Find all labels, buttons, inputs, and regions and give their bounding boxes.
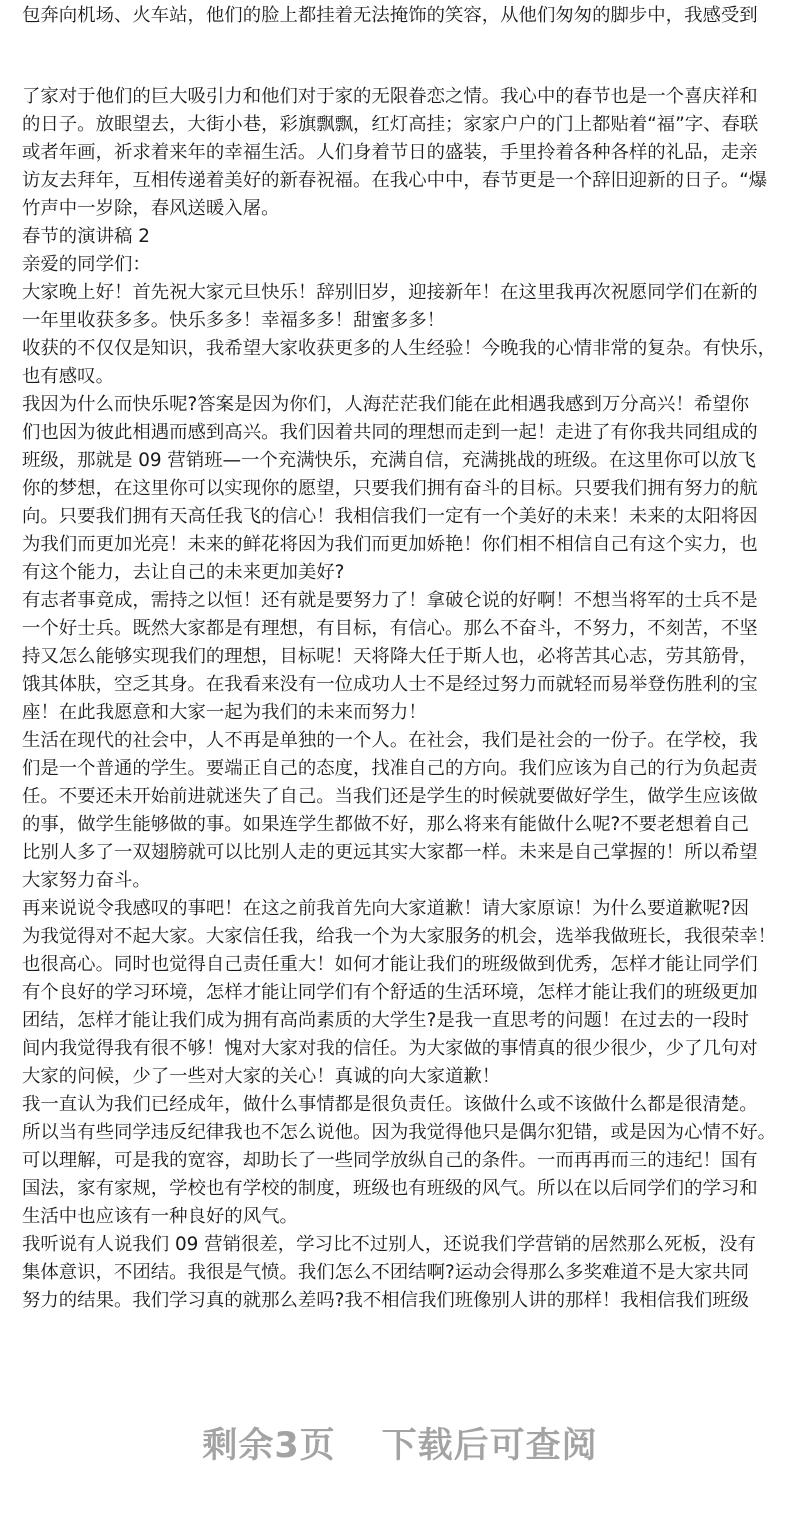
- text-line: 或者年画，祈求着来年的幸福生活。人们身着节日的盛装，手里拎着各种各样的礼品，走亲: [22, 142, 758, 163]
- text-line: 们是一个普通的学生。要端正自己的态度，找准自己的方向。我们应该为自己的行为负起责: [22, 758, 758, 779]
- text-line: 有志者事竟成，需持之以恒！还有就是要努力了！拿破仑说的好啊！不想当将军的士兵不是: [22, 590, 758, 611]
- text-line: 向。只要我们拥有天高任我飞的信心！我相信我们一定有一个美好的未来！未来的太阳将因: [22, 506, 758, 527]
- text-line: 有这个能力，去让自己的未来更加美好?: [22, 562, 345, 583]
- salutation: 亲爱的同学们：: [22, 254, 151, 275]
- text-line: 所以当有些同学违反纪律我也不怎么说他。因为我觉得他只是偶尔犯错，或是因为心情不好。: [22, 1122, 777, 1143]
- text-line: 也有感叹。: [22, 366, 114, 387]
- text-line: 大家努力奋斗。: [22, 870, 151, 891]
- text-line: 座！在此我愿意和大家一起为我们的未来而努力！: [22, 702, 427, 723]
- text-line: 为我觉得对不起大家。大家信任我，给我一个为大家服务的机会，选举我做班长，我很荣幸！: [22, 926, 777, 947]
- text-line: 的日子。放眼望去，大街小巷，彩旗飘飘，红灯高挂；家家户户的门上都贴着“福”字、春联: [22, 114, 759, 135]
- text-line: 国法，家有家规，学校也有学校的制度，班级也有班级的风气。所以在以后同学们的学习和: [22, 1178, 758, 1199]
- text-line: 比别人多了一双翅膀就可以比别人走的更远其实大家都一样。未来是自己掌握的！所以希望: [22, 842, 758, 863]
- text-line: 有个良好的学习环境，怎样才能让同学们有个舒适的生活环境，怎样才能让我们的班级更加: [22, 982, 758, 1003]
- text-line: 一个好士兵。既然大家都是有理想，有目标，有信心。那么不奋斗，不努力，不刻苦，不坚: [22, 618, 758, 639]
- text-line: 集体意识，不团结。我很是气愤。我们怎么不团结啊?运动会得那么多奖难道不是大家共同: [22, 1262, 749, 1283]
- text-line: 的事，做学生能够做的事。如果连学生都做不好，那么将来有能做什么呢?不要老想着自己: [22, 814, 749, 835]
- text-line: 饿其体肤，空乏其身。在我看来没有一位成功人士不是经过努力而就轻而易举登伤胜利的宝: [22, 674, 758, 695]
- download-prompt[interactable]: [0, 1418, 800, 1468]
- text-line: 再来说说令我感叹的事吧！在这之前我首先向大家道歉！请大家原谅！为什么要道歉呢?因: [22, 898, 749, 919]
- text-line: 为我们而更加光亮！未来的鲜花将因为我们而更加娇艳！你们相不相信自己有这个实力，也: [22, 534, 758, 555]
- text-line: 了家对于他们的巨大吸引力和他们对于家的无限眷恋之情。我心中的春节也是一个喜庆祥和: [22, 86, 758, 107]
- text-line: 我一直认为我们已经成年，做什么事情都是很负责任。该做什么或不该做什么都是很清楚。: [22, 1094, 758, 1115]
- text-line: 大家的问候，少了一些对大家的关心！真诚的向大家道歉！: [22, 1066, 501, 1087]
- text-line: 们也因为彼此相遇而感到高兴。我们因着共同的理想而走到一起！走进了有你我共同组成的: [22, 422, 758, 443]
- text-line: 可以理解，可是我的宽容，却助长了一些同学放纵自己的条件。一而再再而三的违纪！国有: [22, 1150, 758, 1171]
- text-line: 生活中也应该有一种良好的风气。: [22, 1206, 298, 1227]
- text-line: 班级，那就是 09 营销班—一个充满快乐，充满自信，充满挑战的班级。在这里你可以放飞: [22, 450, 756, 471]
- text-line: 我听说有人说我们 09 营销很差，学习比不过别人，还说我们学营销的居然那么死板，没有: [22, 1234, 756, 1255]
- remaining-pages-label: 剩余3页: [202, 1426, 336, 1466]
- text-line: 间内我觉得我有很不够！愧对大家对我的信任。为大家做的事情真的很少很少，少了几句对: [22, 1038, 758, 1059]
- text-line: 努力的结果。我们学习真的就那么差吗?我不相信我们班像别人讲的那样！我相信我们班级: [22, 1290, 749, 1311]
- text-line: 你的梦想，在这里你可以实现你的愿望，只要我们拥有奋斗的目标。只要我们拥有努力的航: [22, 478, 758, 499]
- text-line: 访友去拜年，互相传递着美好的新春祝福。在我心中中，春节更是一个辞旧迎新的日子。“爆: [22, 170, 768, 191]
- text-line: 生活在现代的社会中，人不再是单独的一个人。在社会，我们是社会的一份子。在学校，我: [22, 730, 758, 751]
- text-line: 一年里收获多多。快乐多多！幸福多多！甜蜜多多！: [22, 310, 445, 331]
- text-line: 持又怎么能够实现我们的理想，目标呢！天将降大任于斯人也，必将苦其心志，劳其筋骨，: [22, 646, 758, 667]
- text-line: 团结，怎样才能让我们成为拥有高尚素质的大学生?是我一直思考的问题！在过去的一段时: [22, 1010, 749, 1031]
- section-heading: 春节的演讲稿 2: [22, 226, 150, 247]
- text-line: 我因为什么而快乐呢?答案是因为你们，人海茫茫我们能在此相遇我感到万分高兴！希望你: [22, 394, 749, 415]
- text-line: 大家晚上好！首先祝大家元旦快乐！辞别旧岁，迎接新年！在这里我再次祝愿同学们在新的: [22, 282, 758, 303]
- text-line: 也很高心。同时也觉得自己责任重大！如何才能让我们的班级做到优秀，怎样才能让同学们: [22, 954, 758, 975]
- text-line: 任。不要还未开始前进就迷失了自己。当我们还是学生的时候就要做好学生，做学生应该做: [22, 786, 758, 807]
- download-to-view-label: 下载后可查阅: [381, 1426, 598, 1466]
- text-line-top: 包奔向机场、火车站，他们的脸上都挂着无法掩饰的笑容，从他们匆匆的脚步中，我感受到: [22, 5, 758, 26]
- text-line: 竹声中一岁除，春风送暖入屠。: [22, 198, 280, 219]
- text-line: 收获的不仅仅是知识，我希望大家收获更多的人生经验！今晚我的心情非常的复杂。有快乐，: [22, 338, 777, 359]
